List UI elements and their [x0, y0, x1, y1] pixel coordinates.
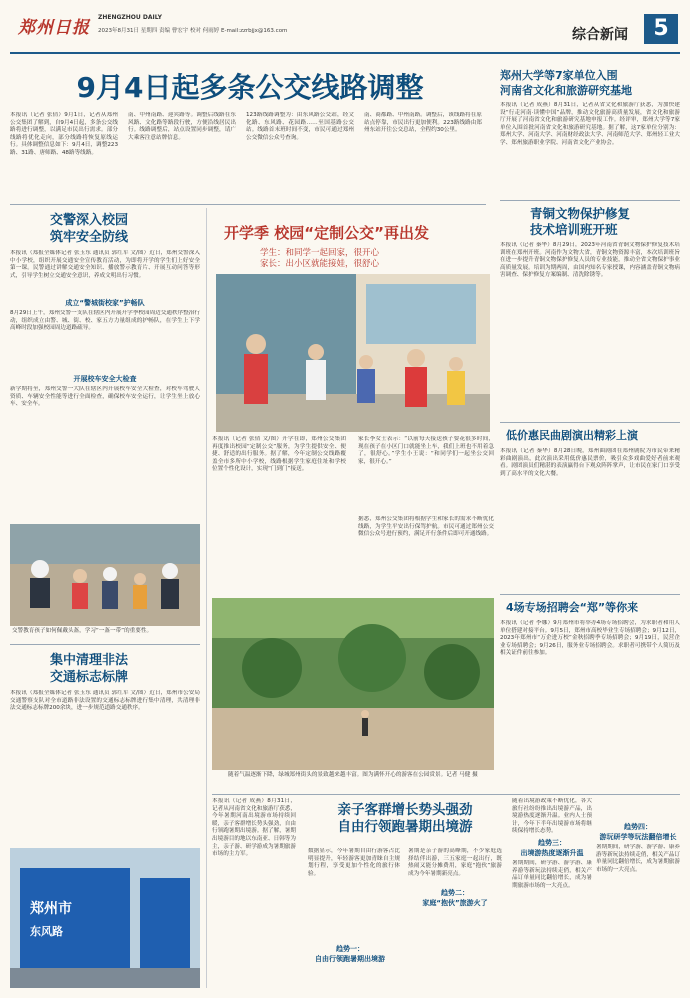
- park-photo: [212, 598, 494, 770]
- newspaper-pinyin: ZHENGZHOU DAILY: [98, 14, 162, 21]
- jobs-body: 本报讯（记者 李娜）9月郑州市将举办4场专场招聘会，为求职者和用人单位搭建对接平台。9月5日，郑州市高校毕业生专场招聘会；9月12日，2023年郑州市“万企进万校”金秋招聘季专场招聘会；9月19日，民营企业专场招聘会；9月26日，服务业专场招聘会。求职者可携带个人简历及相关证件前往参加。: [500, 620, 680, 657]
- lead-col-1: 本报讯（记者 张倩）9月1日，记者从郑州公交集团了解到，自9月4日起，多条公交线路将进行调整，以满足市民出行需求。部分线路将优化走向，部分线路将恢复原线运行。具体调整信息如下：9月4日，调整223路、31路、唐师路、48路等线路。: [10, 112, 118, 156]
- zzu-divider: [500, 200, 680, 201]
- sign-text-2: 东风路: [30, 925, 63, 938]
- page-number: 5: [644, 14, 678, 44]
- qingtong-divider: [500, 422, 680, 423]
- park-photo-caption: 随着气温逐渐下降，绿城郑州街头的景致越来越丰富。图为满怀开心的游客在公园赏景。记者 马健 摄: [228, 772, 478, 778]
- school-divider: [10, 644, 200, 645]
- feature-story: [212, 208, 494, 596]
- feature-body-2: 家长李女士表示：“以前每天接送孩子要花很多时间，现在孩子在小区门口就能坐上车，我们上班也不用着急了，很舒心。”学生小王说：“和同学们一起坐公交回家，很开心。”: [358, 436, 494, 465]
- school-photo: [10, 524, 200, 626]
- section-title: 综合新闻: [572, 27, 628, 43]
- zzu-story: [500, 62, 680, 182]
- feature-photo: [216, 274, 490, 432]
- feature-headline: 开学季 校园“定制公交”再出发: [224, 224, 429, 242]
- signs-photo: [10, 848, 200, 988]
- lead-col-2: 南、中州南路、迎宾路等。调整后线路在东风路、文化路等路段行驶，方便沿线居民出行。线路调整后，站点设置同步调整，请广大乘客注意站牌信息。: [128, 112, 236, 141]
- tourism-body-4: 随着出境游政策不断优化，各大旅行社纷纷推出出境游产品，出境游热度逐渐升温。业内人士预计，今年下半年出境游市场将继续保持增长态势。: [512, 798, 592, 835]
- signs-story: [10, 648, 200, 844]
- school-body-3: 新学期将至，郑州交警一大队在辖区内开展校车安全大检查，对校车驾驶人资质、车辆安全性能等进行全面检查，确保校车安全运行，让学生坐上放心车、安全车。: [10, 386, 200, 408]
- signs-photo-art: [10, 848, 200, 988]
- tourism-subhead-3: 趋势三： 出境游热度逐渐升温: [520, 839, 584, 857]
- feature-photo-art: [216, 274, 490, 432]
- left-column-rule: [206, 208, 207, 988]
- zzu-headline: 郑州大学等7家单位入围 河南省文化和旅游研究基地: [500, 69, 632, 97]
- lead-headline: 9月4日起多条公交线路调整: [76, 71, 424, 104]
- tourism-body-5: 暑期期间，研学游、游学游、康养游等新玩法持续走俏，相关产品订单量同比翻倍增长，成为暑期旅游市场的一大亮点。: [512, 860, 592, 889]
- drama-body: 本报讯（记者 秦华）8月28日晚，郑州曲剧团在郑州剧院为市民带来精彩曲剧演出，此次演出采用低价惠民票价，吸引众多戏曲爱好者前来观看。剧团演员们精湛的表演赢得台下观众阵阵掌声，让市民在家门口享受到了高水平的文化大餐。: [500, 448, 680, 477]
- tourism-body-2: 数据显示，今年暑期自由行游客占比明显提升，年轻游客更加青睐自主规划行程，享受更加个性化的旅行体验。: [308, 848, 400, 877]
- tourism-headline: 亲子客群增长势头强劲 自由行领跑暑期出境游: [337, 802, 473, 835]
- tourism-body-1: 本报讯（记者 成燕）8月31日，记者从河南省文化和旅游厅获悉，今年暑期河南出境游市场持续回暖，亲子客群增长势头强劲，自由行领跑暑期出境游。据了解，暑期出境游目的地以东南亚、日韩等为主，亲子游、研学游成为暑期旅游市场的主力军。: [212, 798, 296, 858]
- feature-body-3: 据悉，郑州公交集团将根据学生和家长的需求不断优化线路，为学生平安出行保驾护航。市民可通过郑州公交微信公众号进行预约，满足开行条件后即可开通线路。: [358, 516, 494, 538]
- park-photo-art: [212, 598, 494, 770]
- lead-story: [10, 60, 486, 198]
- newspaper-logo: 郑州日报: [18, 18, 90, 38]
- qingtong-body: 本报讯（记者 秦华）8月29日，2023年河南省青铜文物保护修复技术培训班在郑州开班。河南作为文物大省，青铜文物资源丰富，本次培训班旨在进一步提升青铜文物保护修复人员的专业技能，推动全省文物保护事业高质量发展。培训为期两周，由国内知名专家授课，内容涵盖青铜文物病害调查、保护修复方案编制、清洗除锈等。: [500, 242, 680, 279]
- school-body: 本报讯（郑报全媒体记者 张玉东 通讯员 郭红军 文/图）近日，郑州交警深入中小学校，组织开展交通安全宣传教育活动，为即将开学的学生们上好安全第一课。民警通过讲解交通安全知识、播放警示教育片、开展互动问答等形式，引导学生树立交通安全意识，养成文明出行习惯。: [10, 250, 200, 279]
- signs-headline: 集中清理非法 交通标志标牌: [50, 653, 129, 685]
- issue-info: 2023年8月31日 星期四 责编 曹宏宇 校对 何雨婷 E-mail:zzrbjjx@163.com: [98, 28, 288, 34]
- qingtong-headline: 青铜文物保护修复 技术培训班开班: [530, 206, 631, 237]
- feature-subhead: 学生：和同学一起回家，很开心 家长：出小区就能接娃，很舒心: [260, 248, 380, 269]
- tourism-body-6: 暑期期间，研学游、游学游、康养游等新玩法持续走俏，相关产品订单量同比翻倍增长，成为暑期旅游市场的一大亮点。: [596, 844, 680, 873]
- jobs-story: [500, 598, 680, 738]
- zzu-body: 本报讯（记者 成燕）8月31日，记者从省文化和旅游厅获悉，为加快建设“行走河南·读懂中国”品牌，推动文化旅游高质量发展，省文化和旅游厅开展了河南省文化和旅游研究基地申报工作。经评审，郑州大学等7家单位入围首批河南省文化和旅游研究基地。据了解，这7家单位分别为：郑州大学、河南大学、河南财经政法大学、河南师范大学、郑州轻工业大学、郑州旅游职业学院、河南省文化产业协会。: [500, 102, 680, 146]
- masthead-rule: [10, 52, 680, 54]
- qingtong-story: [500, 204, 680, 420]
- feature-body-1: 本报讯（记者 张倩 文/图）开学在即，郑州公交集团再度推出校园“定制公交”服务，为学生提供安全、便捷、舒适的出行服务。据了解，今年定制公交线路覆盖全市多所中小学校，线路根据学生家庭住址和学校位置个性化设计，实现“门到门”接送。: [212, 436, 346, 473]
- tourism-subhead-2: 趋势二： 家庭“抱伙”旅游火了: [422, 889, 488, 907]
- lead-col-3: 123路线路调整为：由东风路公交站，经文化路、东风路、花园路……至国基路公交站。线路首末班时间不变，市民可通过郑州公交微信公众号查询。: [246, 112, 354, 141]
- tourism-divider: [212, 794, 680, 795]
- lead-col-4: 南、商都路、中州南路。调整后，该线路将在原站点停靠，市民出行更加便利。223路线路由郑州东站开往公交总站，全程约30公里。: [364, 112, 482, 134]
- drama-headline: 低价惠民曲剧演出精彩上演: [506, 429, 638, 442]
- school-headline: 交警深入校园 筑牢安全防线: [50, 213, 129, 245]
- school-body-2: 8月29日上午，郑州交警一支队在辖区内开展开学季校园周边交通秩序整治行动，组织成立由警、城、街、校、家五方力量组成的护畅队，在学生上下学高峰时段加强校园周边道路疏导。: [10, 310, 200, 332]
- lead-divider: [10, 204, 486, 205]
- school-subhead-1: 成立“警城街校家”护畅队: [65, 299, 145, 307]
- drama-divider: [500, 594, 680, 595]
- drama-story: [500, 426, 680, 592]
- tourism-subhead-4: 趋势四： 游玩研学等玩法翻倍增长: [599, 823, 677, 841]
- school-photo-art: [10, 524, 200, 626]
- tourism-body-3: 暑期是亲子游的高峰期，不少家庭选择结伴出游，三五家庭一起出行，既热闹又能分摊费用，家庭“抱伙”旅游成为今年暑期新亮点。: [408, 848, 502, 877]
- jobs-headline: 4场专场招聘会“郑”等你来: [506, 601, 639, 614]
- school-photo-caption: 交警教育孩子如何佩戴头盔，学习“一盔一带”的重要性。: [12, 628, 153, 634]
- masthead: [0, 0, 690, 62]
- signs-body: 本报讯（郑报全媒体记者 张玉东 通讯员 郭红军 文/图）近日，郑州市公安局交通警察支队对全市道路非法设置的交通标志标牌进行集中清理，共清理非法交通标志标牌200余块，进一步规范道路交通秩序。: [10, 690, 200, 712]
- tourism-story: [212, 798, 680, 992]
- tourism-subhead-1-display: 趋势一： 自由行领跑暑期出境游: [315, 945, 385, 963]
- school-subhead-2: 开展校车安全大检查: [73, 375, 137, 383]
- school-story: [10, 210, 200, 520]
- sign-text-1: 郑州市: [30, 901, 72, 917]
